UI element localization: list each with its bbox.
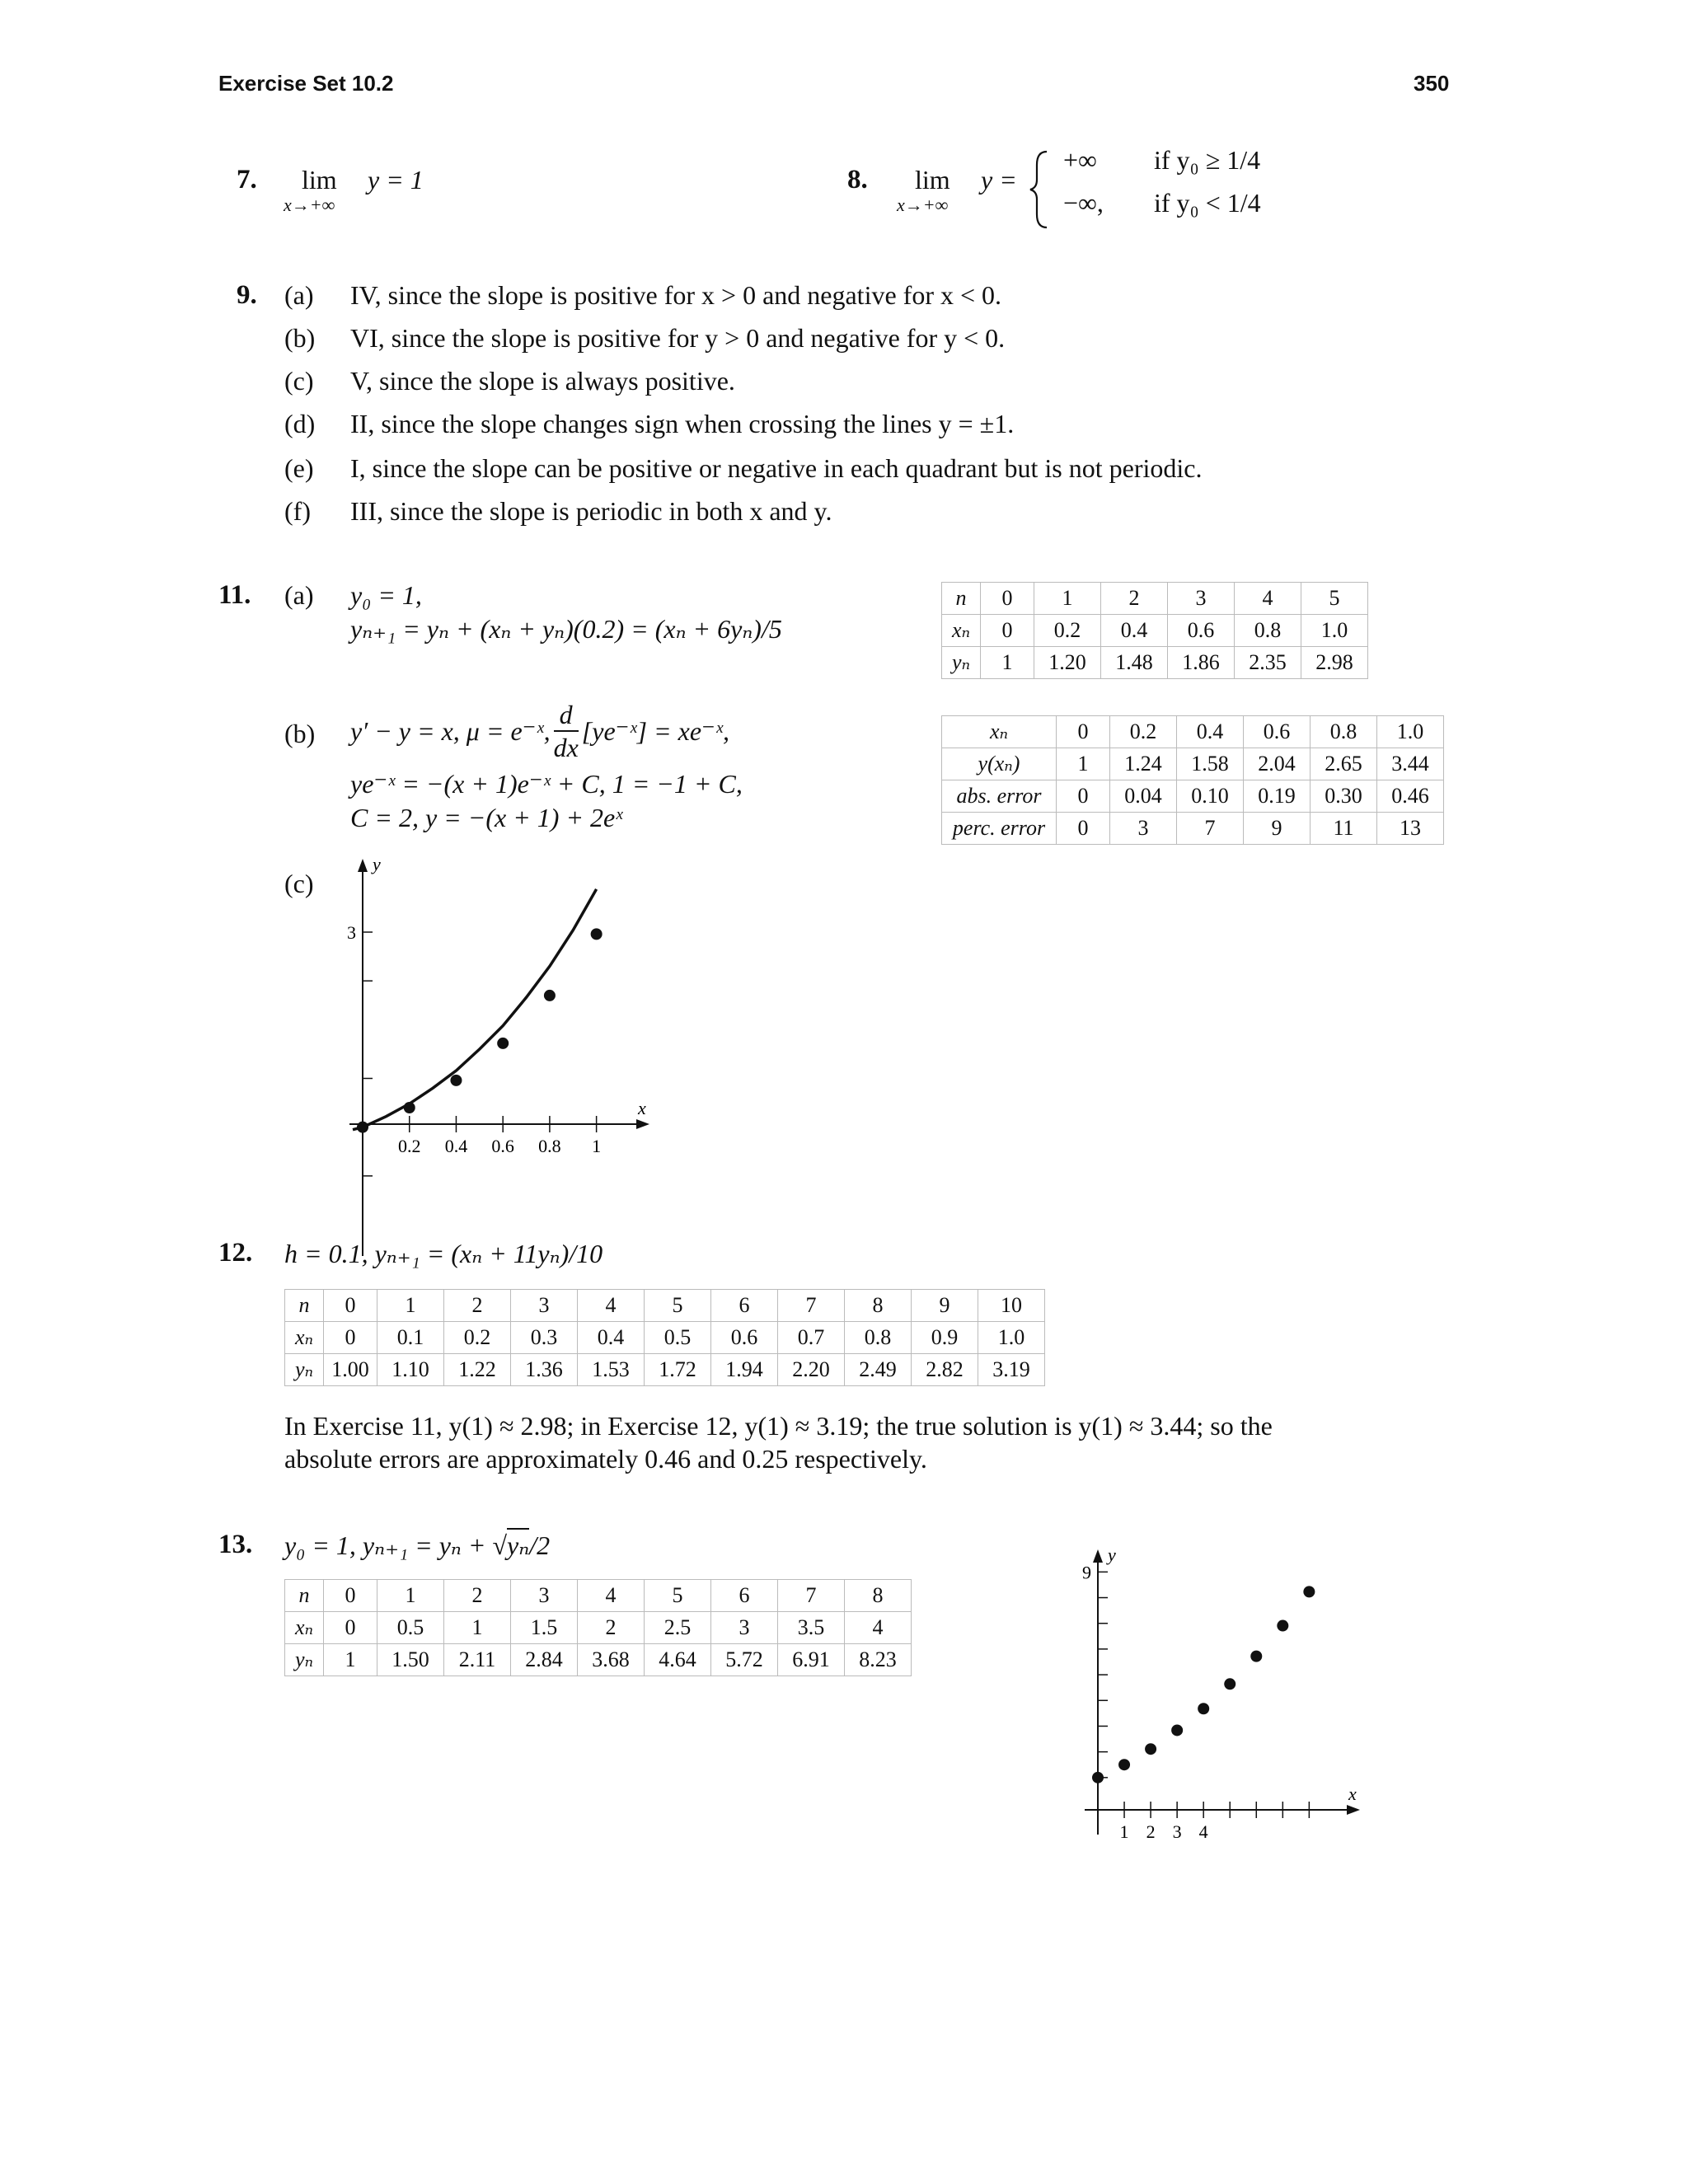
y-tick-label: 3 [347, 922, 356, 943]
ex11-table-a-cell: 1.48 [1101, 647, 1168, 679]
ex8-case2-condition: if y₀ < 1/4 [1154, 188, 1261, 218]
y-tick-label: 9 [1082, 1562, 1091, 1583]
ex11-table-b-cell: 0.04 [1110, 780, 1177, 813]
exercise-9-number: 9. [237, 280, 257, 310]
ex12-table-cell: 6 [711, 1290, 778, 1322]
ex11-table-b-cell: 3.44 [1377, 748, 1444, 780]
exercise-11-number: 11. [218, 580, 251, 610]
ex11-table-a-cell: 5 [1301, 583, 1368, 615]
ex13-table-cell: 1.50 [377, 1644, 444, 1676]
ex12-table-cell: 3.19 [978, 1354, 1045, 1386]
ex11-table-b-cell: 1.24 [1110, 748, 1177, 780]
ex11-table-b-row-header: abs. error [942, 780, 1057, 813]
ex12-table-cell: 0 [324, 1322, 377, 1354]
ex13-table-cell: 2.84 [511, 1644, 578, 1676]
x-tick-label: 0.4 [444, 1136, 468, 1156]
ex12-table-cell: 4 [578, 1290, 645, 1322]
ex12-table-cell: 1.94 [711, 1354, 778, 1386]
ex12-table-cell: 0.5 [645, 1322, 711, 1354]
ex11-table-a-cell: 2 [1101, 583, 1168, 615]
ex11-table-b-cell: 0 [1057, 780, 1110, 813]
ex11-table-a-cell: 2.98 [1301, 647, 1368, 679]
data-point [1277, 1620, 1288, 1632]
ex9-e-label: (e) [284, 453, 314, 483]
ex12-table-cell: 9 [912, 1290, 978, 1322]
ex13-table-cell: 3.68 [578, 1644, 645, 1676]
ex11-table-b-cell: 0 [1057, 716, 1110, 748]
ex11-table-b-cell: 0.46 [1377, 780, 1444, 813]
ex9-c-label: (c) [284, 366, 314, 396]
ex13-table-cell: 2 [444, 1580, 511, 1612]
ex11-table-a-cell: 0 [981, 583, 1034, 615]
ex12-table-cell: 0.2 [444, 1322, 511, 1354]
ex11-b-line1-post: [ye⁻ˣ] = xe⁻ˣ, [581, 716, 729, 746]
ex11-a-line1: y₀ = 1, [350, 580, 422, 610]
ex12-table-cell: 0 [324, 1290, 377, 1322]
data-point [1145, 1743, 1156, 1755]
ex13-table-cell: 3.5 [778, 1612, 845, 1644]
ex8-lim: lim [915, 165, 950, 194]
x-tick-label: 0.2 [397, 1136, 421, 1156]
x-axis-label: x [638, 1098, 646, 1118]
ex13-table-cell: 2.11 [444, 1644, 511, 1676]
exercise-8-number: 8. [847, 165, 868, 194]
ex12-table-cell: 0.4 [578, 1322, 645, 1354]
ex11-table-b-cell: 7 [1177, 813, 1244, 845]
ex12-table-cell: 1.53 [578, 1354, 645, 1386]
ex12-table-cell: 8 [845, 1290, 912, 1322]
ex11-table-b-cell: 0.2 [1110, 716, 1177, 748]
data-point [1118, 1759, 1130, 1770]
ex13-table-cell: 2 [578, 1612, 645, 1644]
ex12-table-cell: 1.0 [978, 1322, 1045, 1354]
page-number: 350 [1414, 71, 1450, 96]
ex12-table-row-header: xₙ [285, 1322, 324, 1354]
ex12-expression: h = 0.1, yₙ₊₁ = (xₙ + 11yₙ)/10 [284, 1239, 603, 1268]
ex11-table-b-cell: 3 [1110, 813, 1177, 845]
ex13-table-cell: 6 [711, 1580, 778, 1612]
ex11-b-line1-pre: y′ − y = x, μ = e⁻ˣ, [350, 716, 551, 746]
ex9-e-text: I, since the slope can be positive or negative in each quadrant but is not periodic. [350, 453, 1203, 483]
ex11-table-a-cell: 2.35 [1235, 647, 1301, 679]
ex11-table-a-cell: 0 [981, 615, 1034, 647]
y-axis-label: y [373, 854, 381, 874]
ex11-table-a-row-header: yₙ [942, 647, 981, 679]
x-tick-label: 0.6 [491, 1136, 514, 1156]
ex13-table-cell: 7 [778, 1580, 845, 1612]
ex13-table-row-header: xₙ [285, 1612, 324, 1644]
ex12-table-row-header: yₙ [285, 1354, 324, 1386]
x-tick-label: 1 [592, 1136, 602, 1156]
ex9-a-text: IV, since the slope is positive for x > 0 and negative for x < 0. [350, 280, 1002, 310]
ex13-table-cell: 3 [711, 1612, 778, 1644]
ex13-expression-post: /2 [529, 1530, 551, 1560]
ex11-table-a-cell: 1 [1034, 583, 1101, 615]
ex11-b-line2: ye⁻ˣ = −(x + 1)e⁻ˣ + C, 1 = −1 + C, [350, 769, 743, 799]
ex11-table-a-cell: 0.6 [1168, 615, 1235, 647]
x-tick-label: 3 [1172, 1821, 1182, 1842]
ex11-table-a-cell: 1.86 [1168, 647, 1235, 679]
ex9-c-text: V, since the slope is always positive. [350, 366, 735, 396]
ex12-paragraph-line2: absolute errors are approximately 0.46 and 0.25 respectively. [284, 1444, 927, 1474]
ex12-table-cell: 7 [778, 1290, 845, 1322]
ex13-table-cell: 8.23 [845, 1644, 912, 1676]
ex12-table-cell: 2.49 [845, 1354, 912, 1386]
derivative-denominator: dx [553, 733, 579, 762]
ex11-table-b-cell: 0.8 [1311, 716, 1377, 748]
ex11-table-b-cell: 1 [1057, 748, 1110, 780]
ex11-table-a-cell: 3 [1168, 583, 1235, 615]
ex12-table-cell: 1.00 [324, 1354, 377, 1386]
ex13-table-cell: 5.72 [711, 1644, 778, 1676]
ex8-case1-condition: if y₀ ≥ 1/4 [1154, 145, 1261, 175]
ex13-table-row-header: n [285, 1580, 324, 1612]
ex13-table-cell: 6.91 [778, 1644, 845, 1676]
exercise-13-number: 13. [218, 1530, 253, 1559]
ex12-table-cell: 2 [444, 1290, 511, 1322]
ex9-d-label: (d) [284, 409, 316, 438]
ex13-expression-pre: y₀ = 1, yₙ₊₁ = yₙ + [284, 1530, 486, 1560]
ex12-table-cell: 0.8 [845, 1322, 912, 1354]
ex12-paragraph-line1: In Exercise 11, y(1) ≈ 2.98; in Exercise 12, y(1) ≈ 3.19; the true solution is y(1) ≈ 3.44; so the [284, 1411, 1273, 1441]
ex12-table-cell: 1.72 [645, 1354, 711, 1386]
ex11-table-b-cell: 2.65 [1311, 748, 1377, 780]
ex11-b-line3: C = 2, y = −(x + 1) + 2eˣ [350, 803, 623, 832]
ex11-table-a-cell: 0.2 [1034, 615, 1101, 647]
ex11-a-label: (a) [284, 580, 314, 610]
ex11-table-b-cell: 0 [1057, 813, 1110, 845]
ex13-table-cell: 0 [324, 1612, 377, 1644]
ex11-table-a-cell: 4 [1235, 583, 1301, 615]
ex8-expression: y = [981, 165, 1017, 194]
ex12-table-cell: 3 [511, 1290, 578, 1322]
ex11-table-b-row-header: xₙ [942, 716, 1057, 748]
x-axis-arrow [1347, 1805, 1360, 1815]
ex9-b-text: VI, since the slope is positive for y > 0 and negative for y < 0. [350, 323, 1006, 353]
ex9-a-label: (a) [284, 280, 314, 310]
y-axis-arrow [1093, 1549, 1103, 1563]
exercise-12-number: 12. [218, 1238, 253, 1268]
ex11-table-b-cell: 9 [1244, 813, 1311, 845]
ex13-table-cell: 5 [645, 1580, 711, 1612]
ex11-table-b-row-header: perc. error [942, 813, 1057, 845]
ex11-table-a-row-header: n [942, 583, 981, 615]
ex11-table-b-cell: 1.58 [1177, 748, 1244, 780]
data-point [1250, 1651, 1262, 1662]
ex13-table-cell: 1.5 [511, 1612, 578, 1644]
x-axis-label: x [1348, 1783, 1357, 1804]
ex7-expression: y = 1 [368, 165, 424, 194]
ex13-table-cell: 3 [511, 1580, 578, 1612]
ex12-table-cell: 0.7 [778, 1322, 845, 1354]
ex11-table-b-row-header: y(xₙ) [942, 748, 1057, 780]
section-title: Exercise Set 10.2 [218, 71, 394, 96]
data-point [1303, 1586, 1315, 1597]
ex13-table-cell: 4 [845, 1612, 912, 1644]
ex13-table-cell: 1 [444, 1612, 511, 1644]
ex11-table-a-cell: 1.0 [1301, 615, 1368, 647]
ex12-table-row-header: n [285, 1290, 324, 1322]
ex11-a-line2: yₙ₊₁ = yₙ + (xₙ + yₙ)(0.2) = (xₙ + 6yₙ)/5 [350, 614, 782, 644]
ex11-table-a-row-header: xₙ [942, 615, 981, 647]
y-axis-label: y [1108, 1544, 1116, 1565]
ex7-lim-sub: x→+∞ [284, 194, 335, 215]
ex12-table-cell: 0.9 [912, 1322, 978, 1354]
ex11-table-b-cell: 0.10 [1177, 780, 1244, 813]
ex13-table-cell: 1 [324, 1644, 377, 1676]
x-tick-label: 1 [1119, 1821, 1129, 1842]
derivative-numerator: d [554, 699, 579, 732]
ex12-table-cell: 0.1 [377, 1322, 444, 1354]
data-point [1092, 1772, 1104, 1783]
ex11-table-b-cell: 11 [1311, 813, 1377, 845]
data-point [1171, 1724, 1183, 1736]
ex12-table-cell: 1.22 [444, 1354, 511, 1386]
ex13-table-cell: 1 [377, 1580, 444, 1612]
ex9-f-text: III, since the slope is periodic in both x and y. [350, 496, 832, 526]
ex13-table-cell: 0 [324, 1580, 377, 1612]
ex9-d-text: II, since the slope changes sign when crossing the lines y = ±1. [350, 409, 1015, 438]
exercise-7-number: 7. [237, 165, 257, 194]
ex7-lim: lim [302, 165, 337, 194]
ex11-c-label: (c) [284, 869, 314, 898]
ex11-table-b-cell: 0.30 [1311, 780, 1377, 813]
ex12-table-cell: 2.20 [778, 1354, 845, 1386]
ex8-lim-sub: x→+∞ [897, 194, 949, 215]
x-tick-label: 4 [1198, 1821, 1208, 1842]
ex12-table-cell: 2.82 [912, 1354, 978, 1386]
x-tick-label: 2 [1146, 1821, 1156, 1842]
sqrt-symbol: √ [492, 1530, 508, 1560]
ex13-table-cell: 2.5 [645, 1612, 711, 1644]
ex12-table-cell: 5 [645, 1290, 711, 1322]
ex11-table-b-cell: 13 [1377, 813, 1444, 845]
ex13-table-cell: 8 [845, 1580, 912, 1612]
ex8-case2-value: −∞, [1063, 188, 1104, 218]
ex11-table-b-cell: 0.4 [1177, 716, 1244, 748]
ex12-table-cell: 0.6 [711, 1322, 778, 1354]
ex9-b-label: (b) [284, 323, 316, 353]
ex9-f-label: (f) [284, 496, 311, 526]
ex13-table-cell: 4 [578, 1580, 645, 1612]
ex13-table-cell: 4.64 [645, 1644, 711, 1676]
ex11-table-b-cell: 0.6 [1244, 716, 1311, 748]
data-point [1198, 1703, 1209, 1714]
ex11-table-a-cell: 0.4 [1101, 615, 1168, 647]
ex12-table-cell: 1 [377, 1290, 444, 1322]
ex11-table-a-cell: 0.8 [1235, 615, 1301, 647]
ex13-radicand: yₙ [507, 1528, 529, 1560]
ex13-table-row-header: yₙ [285, 1644, 324, 1676]
ex13-table-cell: 0.5 [377, 1612, 444, 1644]
ex11-table-b-cell: 0.19 [1244, 780, 1311, 813]
ex12-table-cell: 10 [978, 1290, 1045, 1322]
ex12-table-cell: 1.10 [377, 1354, 444, 1386]
ex12-table-cell: 1.36 [511, 1354, 578, 1386]
x-tick-label: 0.8 [538, 1136, 561, 1156]
ex11-table-a-cell: 1.20 [1034, 647, 1101, 679]
ex8-case1-value: +∞ [1063, 145, 1097, 175]
ex11-table-a-cell: 1 [981, 647, 1034, 679]
data-point [1224, 1678, 1236, 1690]
ex11-table-b-cell: 1.0 [1377, 716, 1444, 748]
ex11-b-label: (b) [284, 719, 316, 748]
ex12-table-cell: 0.3 [511, 1322, 578, 1354]
ex11-table-b-cell: 2.04 [1244, 748, 1311, 780]
